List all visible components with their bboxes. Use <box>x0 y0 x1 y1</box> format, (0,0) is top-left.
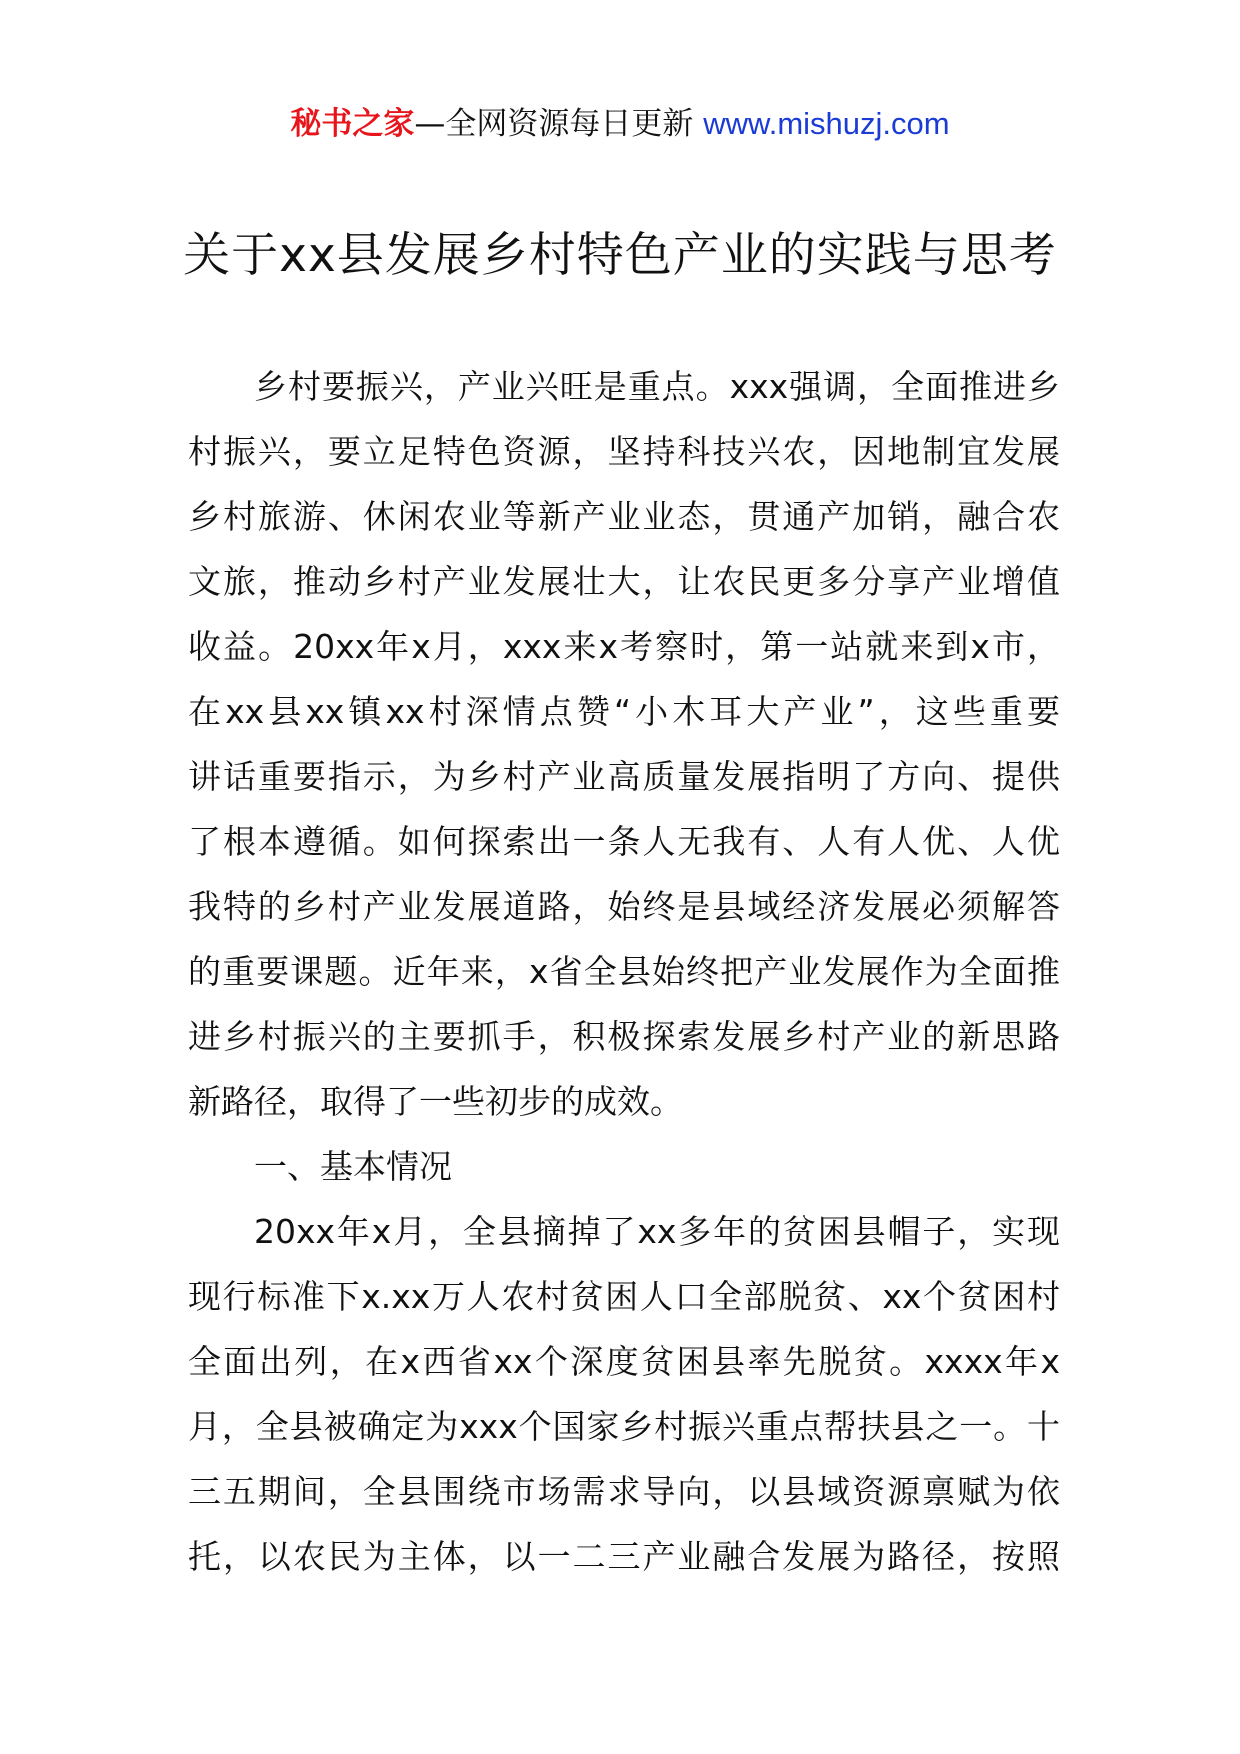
text-line: 新路径，取得了一些初步的成效。 <box>188 1082 683 1121</box>
text-line: 讲话重要指示，为乡村产业高质量发展指明了方向、提供 <box>188 757 1060 796</box>
brand-name: 秘书之家 <box>290 106 415 142</box>
document-title: 关于xx县发展乡村特色产业的实践与思考 <box>183 228 1057 283</box>
text-line: 的重要课题。近年来，x省全县始终把产业发展作为全面推 <box>188 952 1060 991</box>
text-line: 村振兴，要立足特色资源，坚持科技兴农，因地制宜发展 <box>188 432 1060 471</box>
text-line: 现行标准下x.xx万人农村贫困人口全部脱贫、xx个贫困村 <box>188 1277 1060 1316</box>
text-line: 全面出列，在x西省xx个深度贫困县率先脱贫。xxxx年x <box>188 1342 1060 1381</box>
text-line: 月，全县被确定为xxx个国家乡村振兴重点帮扶县之一。十 <box>188 1407 1060 1446</box>
text-line: 在xx县xx镇xx村深情点赞“小木耳大产业”，这些重要 <box>188 692 1060 731</box>
text-line: 乡村要振兴，产业兴旺是重点。xxx强调，全面推进乡 <box>254 367 1060 406</box>
text-line: 了根本遵循。如何探索出一条人无我有、人有人优、人优 <box>188 822 1060 861</box>
text-line: 三五期间，全县围绕市场需求导向，以县域资源禀赋为依 <box>188 1472 1060 1511</box>
banner-slogan: —全网资源每日更新 <box>414 106 704 142</box>
text-line: 20xx年x月，全县摘掉了xx多年的贫困县帽子，实现 <box>254 1212 1060 1251</box>
paragraph-basic-situation <box>188 1199 1060 1589</box>
site-banner <box>0 102 1240 146</box>
text-line: 收益。20xx年x月，xxx来x考察时，第一站就来到x市， <box>188 627 1060 666</box>
paragraph-intro <box>188 354 1060 1134</box>
text-line: 进乡村振兴的主要抓手，积极探索发展乡村产业的新思路 <box>188 1017 1060 1056</box>
text-line: 文旅，推动乡村产业发展壮大，让农民更多分享产业增值 <box>188 562 1060 601</box>
text-line: 乡村旅游、休闲农业等新产业业态，贯通产加销，融合农 <box>188 497 1060 536</box>
section-heading: 一、基本情况 <box>254 1147 452 1186</box>
site-url-link[interactable]: www.mishuzj.com <box>703 106 950 141</box>
text-line: 托，以农民为主体，以一二三产业融合发展为路径，按照 <box>188 1537 1060 1576</box>
text-line: 我特的乡村产业发展道路，始终是县域经济发展必须解答 <box>188 887 1060 926</box>
document-body <box>188 354 1060 1589</box>
